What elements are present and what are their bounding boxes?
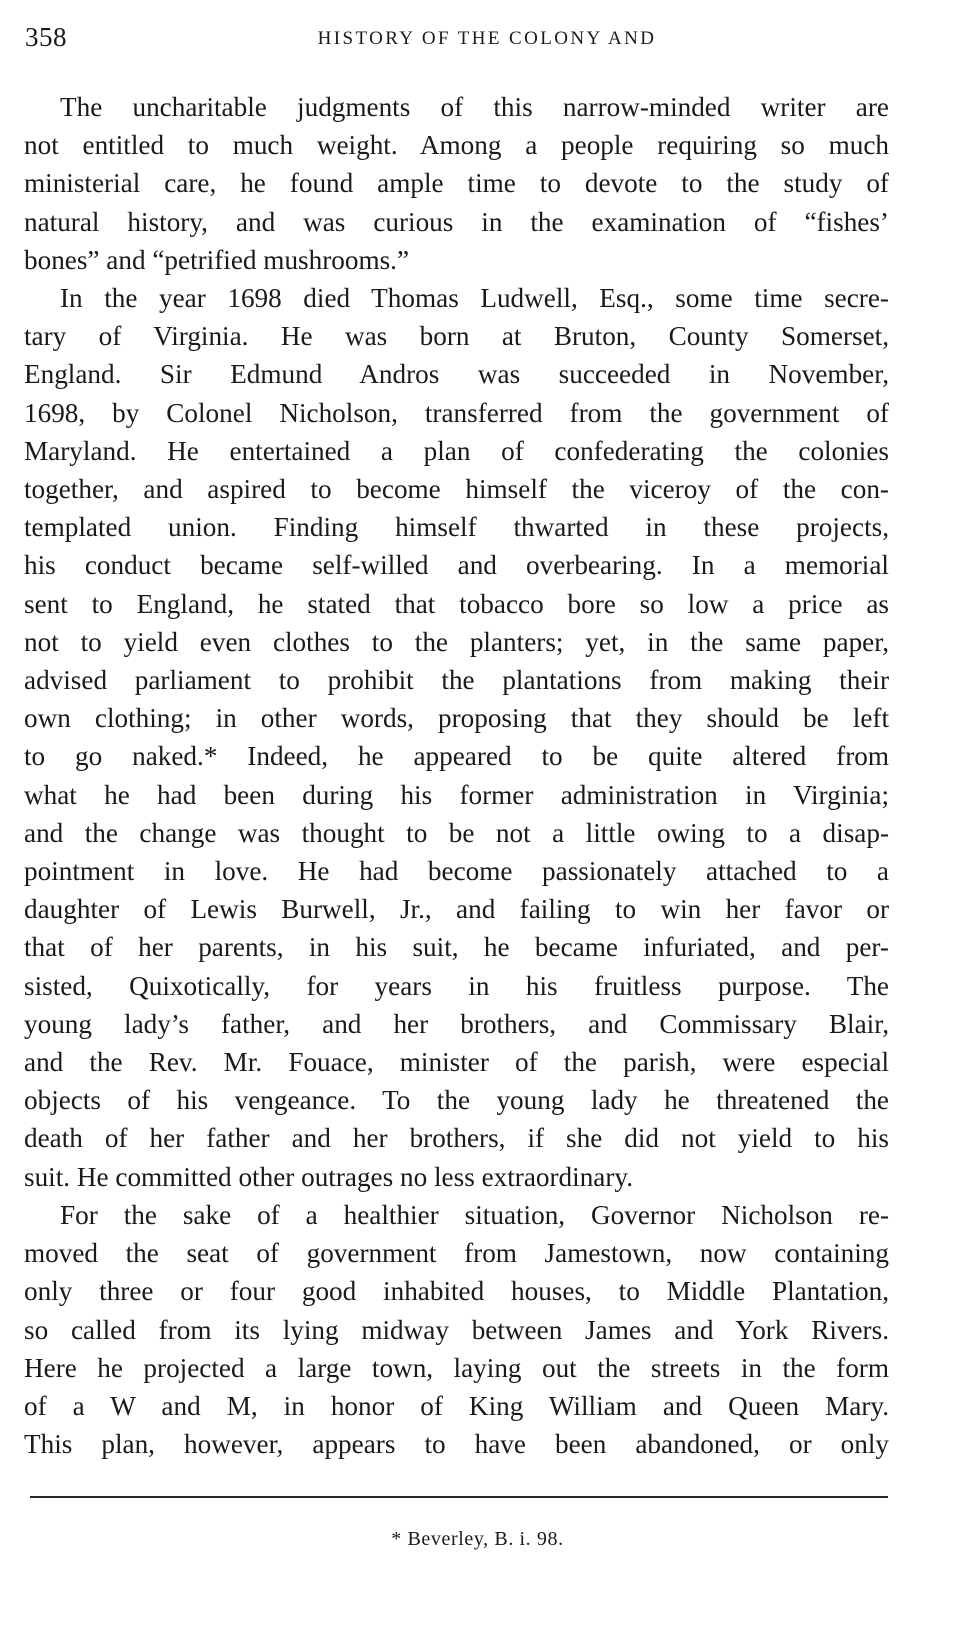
text-line: objects of his vengeance. To the young lady he threatened the <box>24 1085 889 1116</box>
text-line: daughter of Lewis Burwell, Jr., and failing to win her favor or <box>24 894 889 925</box>
footnote: * Beverley, B. i. 98. <box>391 1528 564 1550</box>
paragraph <box>24 279 889 1196</box>
text-line: his conduct became self-willed and overbearing. In a memorial <box>24 550 889 581</box>
text-line: and the change was thought to be not a little owing to a disap- <box>24 817 889 848</box>
text-line: sent to England, he stated that tobacco bore so low a price as <box>24 588 889 619</box>
text-line: not to yield even clothes to the planters; yet, in the same paper, <box>24 626 889 657</box>
text-line: so called from its lying midway between James and York Rivers. <box>24 1314 889 1345</box>
text-line: tary of Virginia. He was born at Bruton, County Somerset, <box>24 321 889 352</box>
text-line: young lady’s father, and her brothers, and Commissary Blair, <box>24 1008 889 1039</box>
text-line: moved the seat of government from Jamestown, now containing <box>24 1238 889 1269</box>
text-line: and the Rev. Mr. Fouace, minister of the parish, were especial <box>24 1047 889 1078</box>
text-line: The uncharitable judgments of this narrow-minded writer are <box>60 92 889 122</box>
running-title: HISTORY OF THE COLONY AND <box>317 28 657 49</box>
text-line: only three or four good inhabited houses, to Middle Plantation, <box>24 1276 889 1307</box>
text-line: Here he projected a large town, laying out the streets in the form <box>24 1352 889 1383</box>
text-line: England. Sir Edmund Andros was succeeded in November, <box>24 359 889 390</box>
text-line: 1698, by Colonel Nicholson, transferred from the government of <box>24 397 889 428</box>
text-line: ministerial care, he found ample time to devote to the study of <box>24 168 889 199</box>
text-line: own clothing; in other words, proposing that they should be left <box>24 703 889 734</box>
text-line: For the sake of a healthier situation, Governor Nicholson re- <box>60 1199 889 1230</box>
page-number: 358 <box>25 22 67 52</box>
text-line: together, and aspired to become himself the viceroy of the con- <box>24 474 889 505</box>
text-line: advised parliament to prohibit the plantations from making their <box>24 665 889 696</box>
text-line: not entitled to much weight. Among a people requiring so much <box>24 130 889 161</box>
text-line: bones” and “petrified mushrooms.” <box>24 244 410 275</box>
body-text <box>24 88 889 1463</box>
paragraph <box>24 88 889 279</box>
text-line: sisted, Quixotically, for years in his fruitless purpose. The <box>24 970 889 1001</box>
text-line: This plan, however, appears to have been abandoned, or only <box>24 1429 889 1460</box>
text-line: pointment in love. He had become passionately attached to a <box>24 856 889 887</box>
text-line: natural history, and was curious in the examination of “fishes’ <box>24 206 889 237</box>
paragraph <box>24 1196 889 1463</box>
text-line: suit. He committed other outrages no less extraordinary. <box>24 1161 634 1192</box>
running-head <box>25 22 889 54</box>
text-line: that of her parents, in his suit, he became infuriated, and per- <box>24 932 889 963</box>
text-line: to go naked.* Indeed, he appeared to be quite altered from <box>24 741 889 772</box>
text-line: Maryland. He entertained a plan of confederating the colonies <box>24 435 889 466</box>
footnote-rule <box>30 1496 888 1498</box>
text-line: death of her father and her brothers, if she did not yield to his <box>24 1123 889 1154</box>
text-line: of a W and M, in honor of King William and Queen Mary. <box>24 1390 889 1421</box>
text-line: templated union. Finding himself thwarted in these projects, <box>24 512 889 543</box>
text-line: what he had been during his former administration in Virginia; <box>24 779 889 810</box>
text-line: In the year 1698 died Thomas Ludwell, Esq., some time secre- <box>60 283 889 314</box>
